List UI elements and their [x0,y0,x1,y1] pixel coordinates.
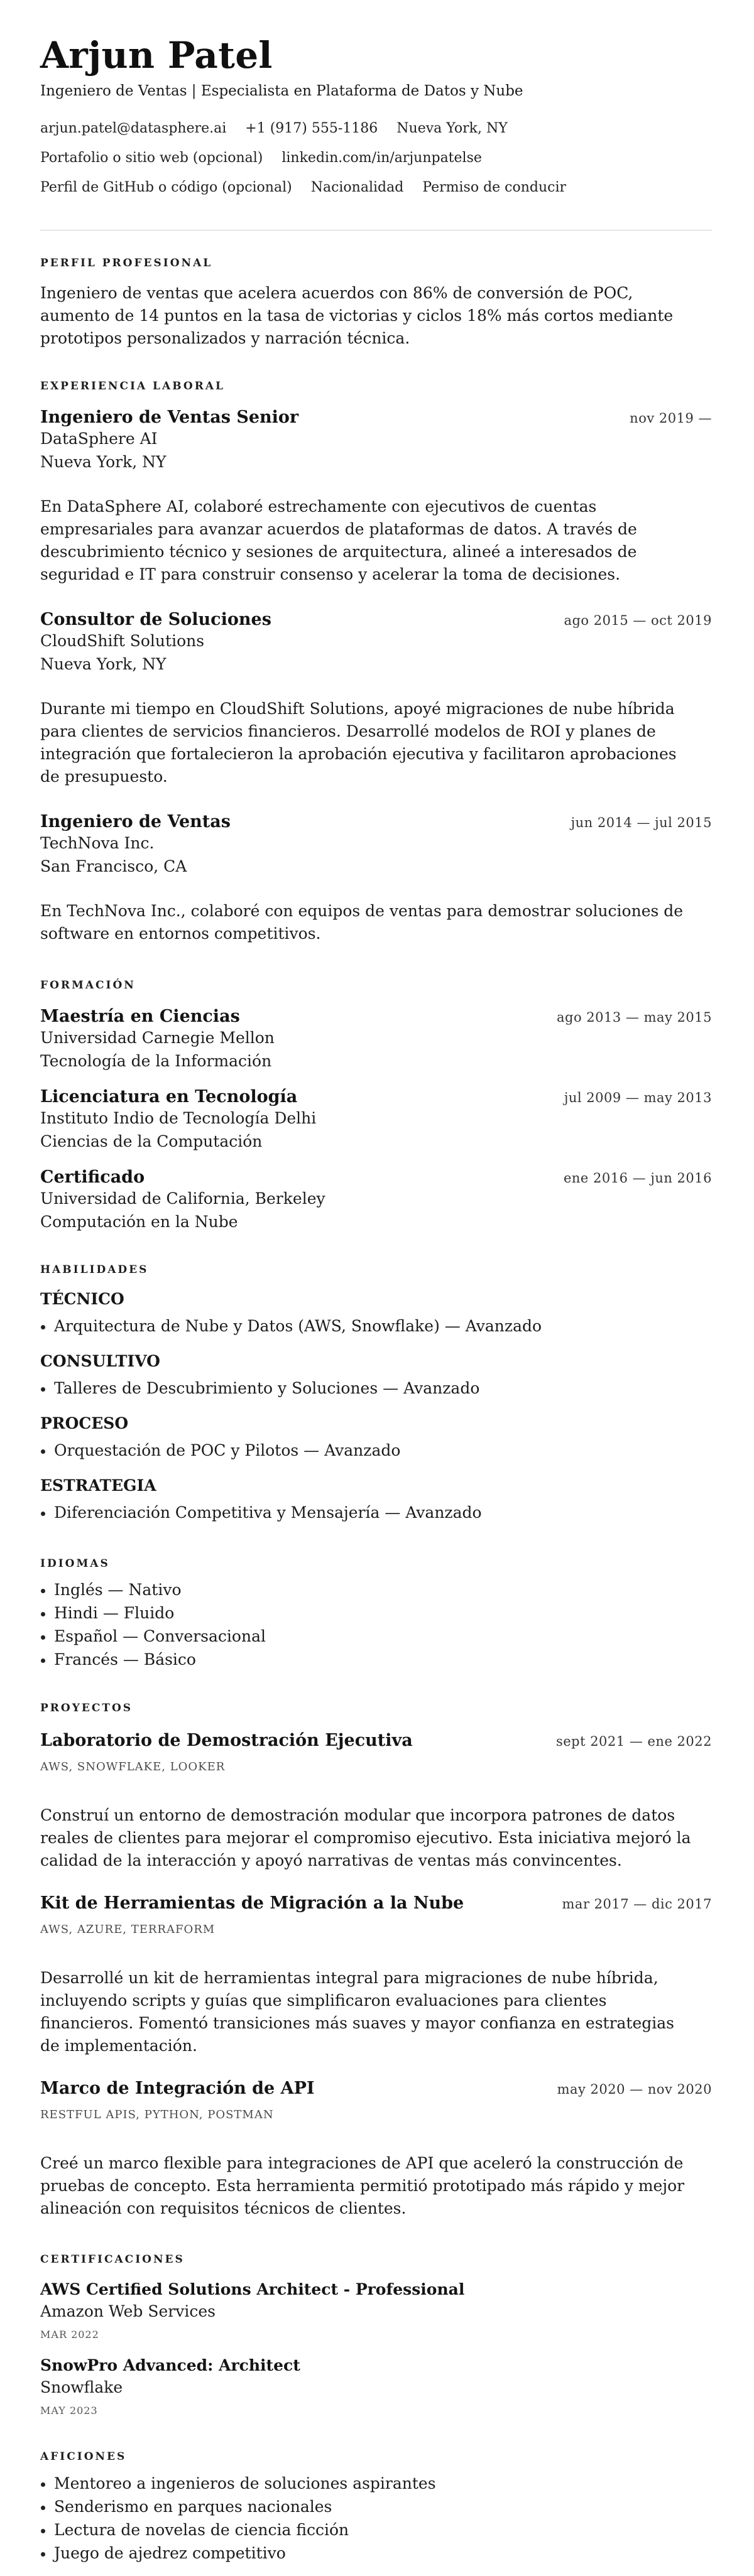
project-dates: mar 2017 — dic 2017 [562,1897,712,1912]
field-of-study: Ciencias de la Computación [40,1132,263,1150]
job-title: Consultor de Soluciones [40,610,271,629]
portfolio-placeholder: Portafolio o sitio web (opcional) [40,150,263,166]
project-dates: sept 2021 — ene 2022 [555,1734,712,1749]
header [40,33,712,195]
hobby-item: Mentoreo a ingenieros de soluciones aspirantes [40,2472,712,2495]
education-dates: ago 2013 — may 2015 [557,1010,712,1025]
hobby-list [40,2472,712,2565]
skill-group-name: PROCESO [40,1414,129,1432]
school: Universidad Carnegie Mellon [40,1029,275,1047]
contact-row-3 [40,181,712,195]
certification-issuer: Amazon Web Services [40,2302,216,2320]
language-item: Francés — Básico [40,1648,712,1671]
project-tags: AWS, SNOWFLAKE, LOOKER [40,1760,226,1773]
project-entry [40,1895,712,2057]
certification-title: AWS Certified Solutions Architect - Professional [40,2280,465,2298]
education-dates: ene 2016 — jun 2016 [563,1171,712,1186]
languages-heading: IDIOMAS [40,1557,110,1570]
hobby-item: Lectura de novelas de ciencia ficción [40,2518,712,2541]
skill-group [40,1477,712,1524]
job-entry [40,611,712,788]
section-skills [40,1265,712,1524]
skill-group-name: TÉCNICO [40,1290,124,1308]
certifications-heading: CERTIFICACIONES [40,2253,185,2266]
skill-list [40,1377,712,1400]
education-entry [40,1088,712,1150]
job-location: Nueva York, NY [40,453,167,471]
candidate-name: Arjun Patel [40,34,273,77]
project-tags: AWS, AZURE, TERRAFORM [40,1923,216,1936]
projects-heading: PROYECTOS [40,1702,133,1714]
project-title: Kit de Herramientas de Migración a la Nube [40,1893,464,1913]
skill-item: Orquestación de POC y Pilotos — Avanzado [40,1439,712,1462]
hobby-item: Juego de ajedrez competitivo [40,2541,712,2565]
job-description: En TechNova Inc., colaboré con equipos de ventas para demostrar soluciones de software en entornos competitivos. [40,902,684,943]
contact-row-2 [40,151,712,165]
profile-heading: PERFIL PROFESIONAL [40,257,213,269]
email: arjun.patel@datasphere.ai [40,121,227,136]
contact-block [40,122,712,195]
job-location: San Francisco, CA [40,857,187,875]
hobby-item: Senderismo en parques nacionales [40,2495,712,2518]
certification-issuer: Snowflake [40,2378,123,2396]
project-dates: may 2020 — nov 2020 [557,2082,712,2097]
school: Instituto Indio de Tecnología Delhi [40,1109,317,1127]
job-company: CloudShift Solutions [40,632,205,650]
job-title: Ingeniero de Ventas Senior [40,408,299,427]
section-education [40,980,712,1230]
location: Nueva York, NY [396,121,508,136]
project-title: Marco de Integración de API [40,2079,315,2098]
job-dates: ago 2015 — oct 2019 [564,613,712,628]
job-dates: nov 2019 — [630,411,712,426]
job-dates: jun 2014 — jul 2015 [571,815,712,830]
field-of-study: Computación en la Nube [40,1213,238,1231]
project-entry [40,2080,712,2220]
project-header [40,1732,712,1749]
driving-license-placeholder: Permiso de conducir [422,180,567,195]
skill-group-name: ESTRATEGIA [40,1476,156,1495]
job-description: En DataSphere AI, colaboré estrechamente con ejecutivos de cuentas empresariales para avanzar acuerdos de plataformas de datos. A través de descubrimiento técnico y sesiones de arquitectura, alineé a interesados de seguridad e IT para construir consenso y acelerar la toma de decisiones. [40,497,637,583]
education-entry [40,1008,712,1069]
job-entry [40,409,712,586]
skill-list [40,1501,712,1524]
hobbies-heading: AFICIONES [40,2450,127,2463]
job-header [40,611,712,628]
skill-group [40,1415,712,1462]
degree: Licenciatura en Tecnología [40,1087,298,1107]
section-certifications [40,2254,712,2416]
certification-title: SnowPro Advanced: Architect [40,2356,300,2374]
degree: Certificado [40,1167,145,1187]
skill-list [40,1314,712,1338]
job-header [40,409,712,426]
education-heading: FORMACIÓN [40,979,136,992]
language-item: Inglés — Nativo [40,1578,712,1601]
section-experience [40,381,712,945]
language-item: Español — Conversacional [40,1625,712,1648]
education-header [40,1088,712,1105]
project-description: Creé un marco flexible para integraciones de API que aceleró la construcción de pruebas de concepto. Esta herramienta permitió prototipado más rápido y mejor alineación con requisitos técnicos de clientes. [40,2154,685,2217]
section-profile [40,258,712,350]
job-description: Durante mi tiempo en CloudShift Solutions, apoyé migraciones de nube híbrida para clientes de servicios financieros. Desarrollé modelos de ROI y planes de integración que fortalecieron la aprobación ejecutiva y facilitaron aprobaciones de presupuesto. [40,700,677,786]
job-title: Ingeniero de Ventas [40,812,231,831]
skill-item: Arquitectura de Nube y Datos (AWS, Snowflake) — Avanzado [40,1314,712,1338]
nationality-placeholder: Nacionalidad [310,180,404,195]
skill-list [40,1439,712,1462]
contact-row-1 [40,122,712,136]
language-list [40,1578,712,1671]
section-languages [40,1559,712,1671]
skill-item: Diferenciación Competitiva y Mensajería — Avanzado [40,1501,712,1524]
headline: Ingeniero de Ventas | Especialista en Plataforma de Datos y Nube [40,83,523,99]
profile-summary: Ingeniero de ventas que acelera acuerdos con 86% de conversión de POC, aumento de 14 puntos en la tasa de victorias y ciclos 18% más cortos mediante prototipos personalizados y narración técnica. [40,284,674,347]
education-entry [40,1169,712,1230]
certification-date: MAR 2022 [40,2329,99,2341]
job-location: Nueva York, NY [40,655,167,673]
section-hobbies [40,2452,712,2565]
education-dates: jul 2009 — may 2013 [564,1090,712,1105]
skill-group [40,1353,712,1400]
skill-group-name: CONSULTIVO [40,1352,160,1370]
skill-item: Talleres de Descubrimiento y Soluciones — Avanzado [40,1377,712,1400]
education-header [40,1008,712,1025]
project-description: Desarrollé un kit de herramientas integral para migraciones de nube híbrida, incluyendo scripts y guías que simplificaron evaluaciones para clientes financieros. Fomentó transiciones más suaves y mayor confianza en estrategias de implementación. [40,1969,674,2055]
job-header [40,813,712,830]
project-description: Construí un entorno de demostración modular que incorpora patrones de datos reales de clientes para mejorar el compromiso ejecutivo. Esta iniciativa mejoró la calidad de la interacción y apoyó narrativas de ventas más convincentes. [40,1806,691,1870]
phone: +1 (917) 555-1186 [245,121,378,136]
project-tags: RESTFUL APIS, PYTHON, POSTMAN [40,2108,274,2121]
skill-group [40,1291,712,1338]
certification-entry [40,2357,712,2416]
skills-heading: HABILIDADES [40,1264,149,1276]
language-item: Hindi — Fluido [40,1601,712,1625]
school: Universidad de California, Berkeley [40,1189,325,1208]
certification-date: MAY 2023 [40,2405,98,2416]
project-header [40,1895,712,1912]
project-title: Laboratorio de Demostración Ejecutiva [40,1731,413,1750]
job-company: DataSphere AI [40,430,158,448]
experience-heading: EXPERIENCIA LABORAL [40,380,225,392]
degree: Maestría en Ciencias [40,1007,240,1026]
education-header [40,1169,712,1186]
linkedin-url: linkedin.com/in/arjunpatelse [281,150,482,166]
certification-entry [40,2281,712,2340]
section-projects [40,1703,712,2220]
github-placeholder: Perfil de GitHub o código (opcional) [40,180,292,195]
project-entry [40,1732,712,1872]
job-company: TechNova Inc. [40,834,155,852]
project-header [40,2080,712,2097]
field-of-study: Tecnología de la Información [40,1052,272,1070]
job-entry [40,813,712,945]
